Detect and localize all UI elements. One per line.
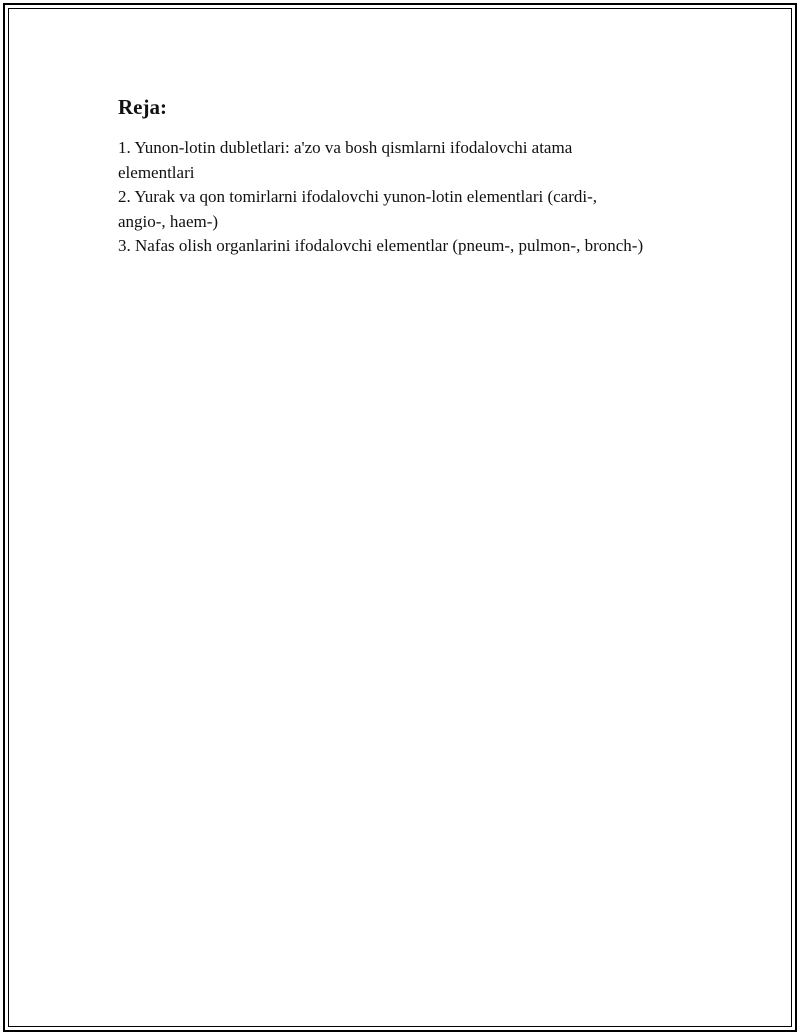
page-content: [118, 94, 648, 259]
plan-heading: Reja:: [118, 95, 167, 119]
plan-list: [118, 136, 648, 259]
plan-item-3: 3. Nafas olish organlarini ifodalovchi elementlar (pneum-, pulmon-, bronch-): [118, 236, 644, 255]
plan-item-2: 2. Yurak va qon tomirlarni ifodalovchi yunon-lotin elementlari (cardi-, angio-, haem-): [118, 187, 598, 231]
plan-item-1: 1. Yunon-lotin dubletlari: a'zo va bosh qismlarni ifodalovchi atama elementlari: [118, 138, 573, 182]
